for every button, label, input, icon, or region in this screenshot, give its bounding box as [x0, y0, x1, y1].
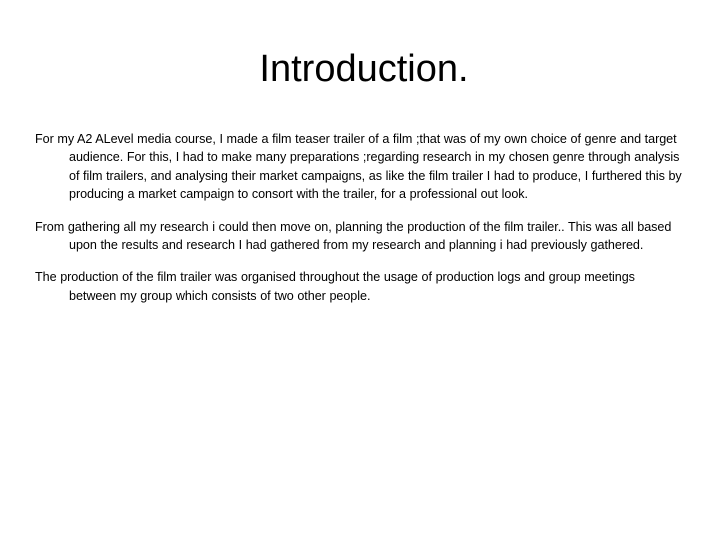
paragraph-3: The production of the film trailer was organised throughout the usage of production logs and group meetings between my group which consists of two other people. [35, 270, 635, 303]
slide-body [33, 130, 685, 319]
paragraph-2: From gathering all my research i could then move on, planning the production of the film trailer.. This was all based upon the results and research I had gathered from my research and planning i had previously gathered. [35, 219, 672, 253]
slide-title: Introduction. [259, 48, 469, 90]
paragraph-1: For my A2 ALevel media course, I made a film teaser trailer of a film ;that was of my own choice of genre and target audience. For this, I had to make many preparations ;regarding research in my chosen genre through analysis of film trailers, and analysing their market campaigns, as like the film trailer I had to produce, I furthered this by producing a market campaign to consort with the trailer, for a professional out look. [35, 132, 682, 202]
